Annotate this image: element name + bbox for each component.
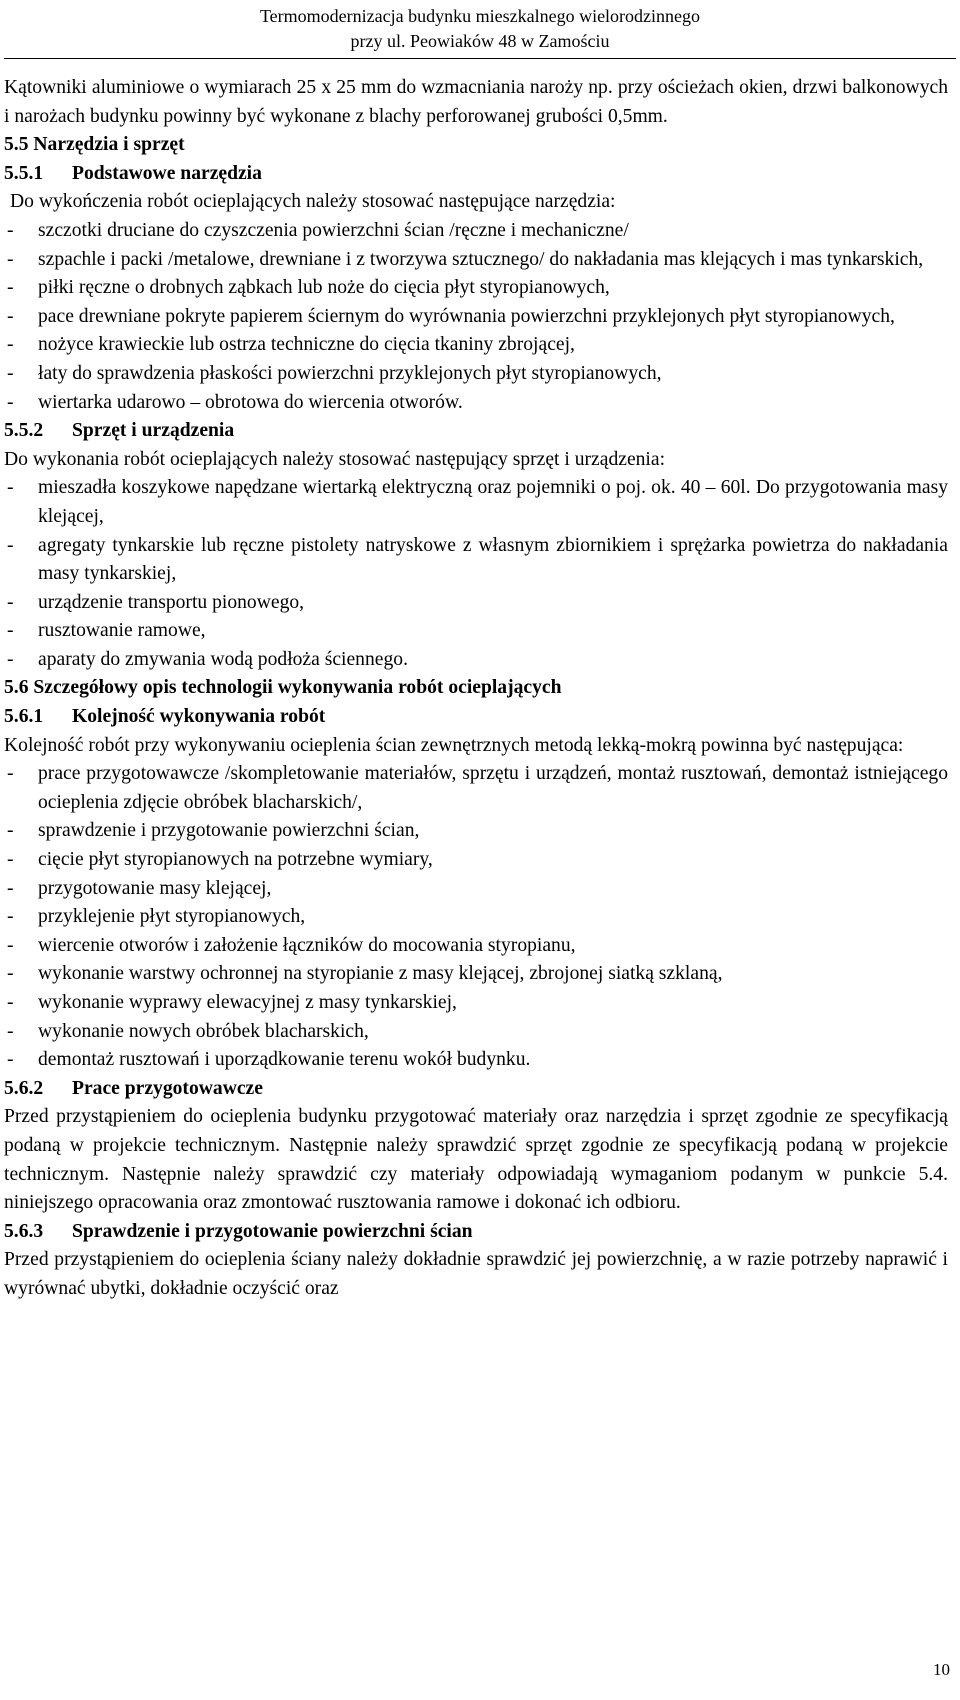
list-item: - przyklejenie płyt styropianowych, <box>4 903 948 932</box>
page-header <box>0 4 960 54</box>
list-item: - szpachle i packi /metalowe, drewniane i z tworzywa sztucznego/ do nakładania mas klejących i mas tynkarskich, <box>4 246 948 275</box>
list-item: - wiertarka udarowo – obrotowa do wiercenia otworów. <box>4 389 948 418</box>
list-item: - wykonanie warstwy ochronnej na styropianie z masy klejącej, zbrojonej siatką szklaną, <box>4 960 948 989</box>
list-item: - agregaty tynkarskie lub ręczne pistolety natryskowe z własnym zbiornikiem i sprężarka powietrza do nakładania masy tynkarskiej, <box>4 532 948 589</box>
section-title: Sprzęt i urządzenia <box>72 420 235 442</box>
list-item: - wykonanie wyprawy elewacyjnej z masy tynkarskiej, <box>4 989 948 1018</box>
section-5-5-1-heading <box>4 160 948 189</box>
header-divider <box>4 58 956 59</box>
section-number: 5.5.1 <box>4 162 44 184</box>
document-body <box>4 74 948 1304</box>
section-5-6-2-heading <box>4 1075 948 1104</box>
list-item: - mieszadła koszykowe napędzane wiertarką elektryczną oraz pojemniki o poj. ok. 40 – 60l. Do przygotowania masy klejącej, <box>4 474 948 531</box>
header-title: Termomodernizacja budynku mieszkalnego wielorodzinnego <box>259 6 701 26</box>
section-5-5-heading: 5.5 Narzędzia i sprzęt <box>4 134 185 156</box>
section-5-6-2-text: Przed przystąpieniem do ocieplenia budynku przygotować materiały oraz narzędzia i sprzęt zgodnie ze specyfikacją podaną w projekcie technicznym. Następnie należy sprawdzić sprzęt zgodnie ze specyfikacją podaną w projekcie technicznym. Następnie należy sprawdzić czy materiały odpowiadają wymaganiom podanym w punkcie 5.4. niniejszego opracowania oraz zmontować rusztowania ramowe i dokonać ich odbioru. <box>4 1106 948 1214</box>
section-title: Prace przygotowawcze <box>72 1077 263 1099</box>
list-item: - łaty do sprawdzenia płaskości powierzchni przyklejonych płyt styropianowych, <box>4 360 948 389</box>
list-item: - pace drewniane pokryte papierem ściernym do wyrównania powierzchni przyklejonych płyt styropianowych, <box>4 303 948 332</box>
section-5-5-1-lead: Do wykończenia robót ocieplających należy stosować następujące narzędzia: <box>10 191 616 213</box>
section-number: 5.6.3 <box>4 1220 44 1242</box>
section-title: Podstawowe narzędzia <box>72 162 262 184</box>
section-5-5-2-lead: Do wykonania robót ocieplających należy stosować następujący sprzęt i urządzenia: <box>4 448 666 470</box>
list-item: - prace przygotowawcze /skompletowanie materiałów, sprzętu i urządzeń, montaż rusztowań, demontaż istniejącego ocieplenia zdjęcie obróbek blacharskich/, <box>4 760 948 817</box>
section-title: Kolejność wykonywania robót <box>72 706 326 728</box>
header-address: przy ul. Peowiaków 48 w Zamościu <box>350 31 610 51</box>
section-number: 5.6.2 <box>4 1077 44 1099</box>
list-item: - rusztowanie ramowe, <box>4 617 948 646</box>
list-item: - cięcie płyt styropianowych na potrzebne wymiary, <box>4 846 948 875</box>
list-item: - aparaty do zmywania wodą podłoża ściennego. <box>4 646 948 675</box>
section-5-6-1-lead: Kolejność robót przy wykonywaniu ocieplenia ścian zewnętrznych metodą lekką-mokrą powinna być następująca: <box>4 734 904 756</box>
page-number: 10 <box>933 1660 950 1679</box>
list-item: - urządzenie transportu pionowego, <box>4 589 948 618</box>
list-item: - demontaż rusztowań i uporządkowanie terenu wokół budynku. <box>4 1046 948 1075</box>
section-number: 5.6.1 <box>4 706 44 728</box>
section-5-6-3-text: Przed przystąpieniem do ocieplenia ściany należy dokładnie sprawdzić jej powierzchnię, a w razie potrzeby naprawić i wyrównać ubytki, dokładnie oczyścić oraz <box>4 1249 948 1299</box>
section-number: 5.5.2 <box>4 420 44 442</box>
section-title: Sprawdzenie i przygotowanie powierzchni ścian <box>72 1220 473 1242</box>
list-item: - przygotowanie masy klejącej, <box>4 875 948 904</box>
section-5-6-1-heading <box>4 703 948 732</box>
section-5-5-2-heading <box>4 417 948 446</box>
section-5-6-heading: 5.6 Szczegółowy opis technologii wykonywania robót ocieplających <box>4 677 562 699</box>
list-item: - szczotki druciane do czyszczenia powierzchni ścian /ręczne i mechaniczne/ <box>4 217 948 246</box>
list-item: - sprawdzenie i przygotowanie powierzchni ścian, <box>4 817 948 846</box>
section-5-6-3-heading <box>4 1218 948 1247</box>
list-item: - wiercenie otworów i założenie łączników do mocowania styropianu, <box>4 932 948 961</box>
list-item: - piłki ręczne o drobnych ząbkach lub noże do cięcia płyt styropianowych, <box>4 274 948 303</box>
list-item: - nożyce krawieckie lub ostrza techniczne do cięcia tkaniny zbrojącej, <box>4 331 948 360</box>
list-item: - wykonanie nowych obróbek blacharskich, <box>4 1018 948 1047</box>
intro-paragraph: Kątowniki aluminiowe o wymiarach 25 x 25 mm do wzmacniania naroży np. przy ościeżach okien, drzwi balkonowych i narożach budynku powinny być wykonane z blachy perforowanej grubości 0,5mm. <box>4 77 948 127</box>
